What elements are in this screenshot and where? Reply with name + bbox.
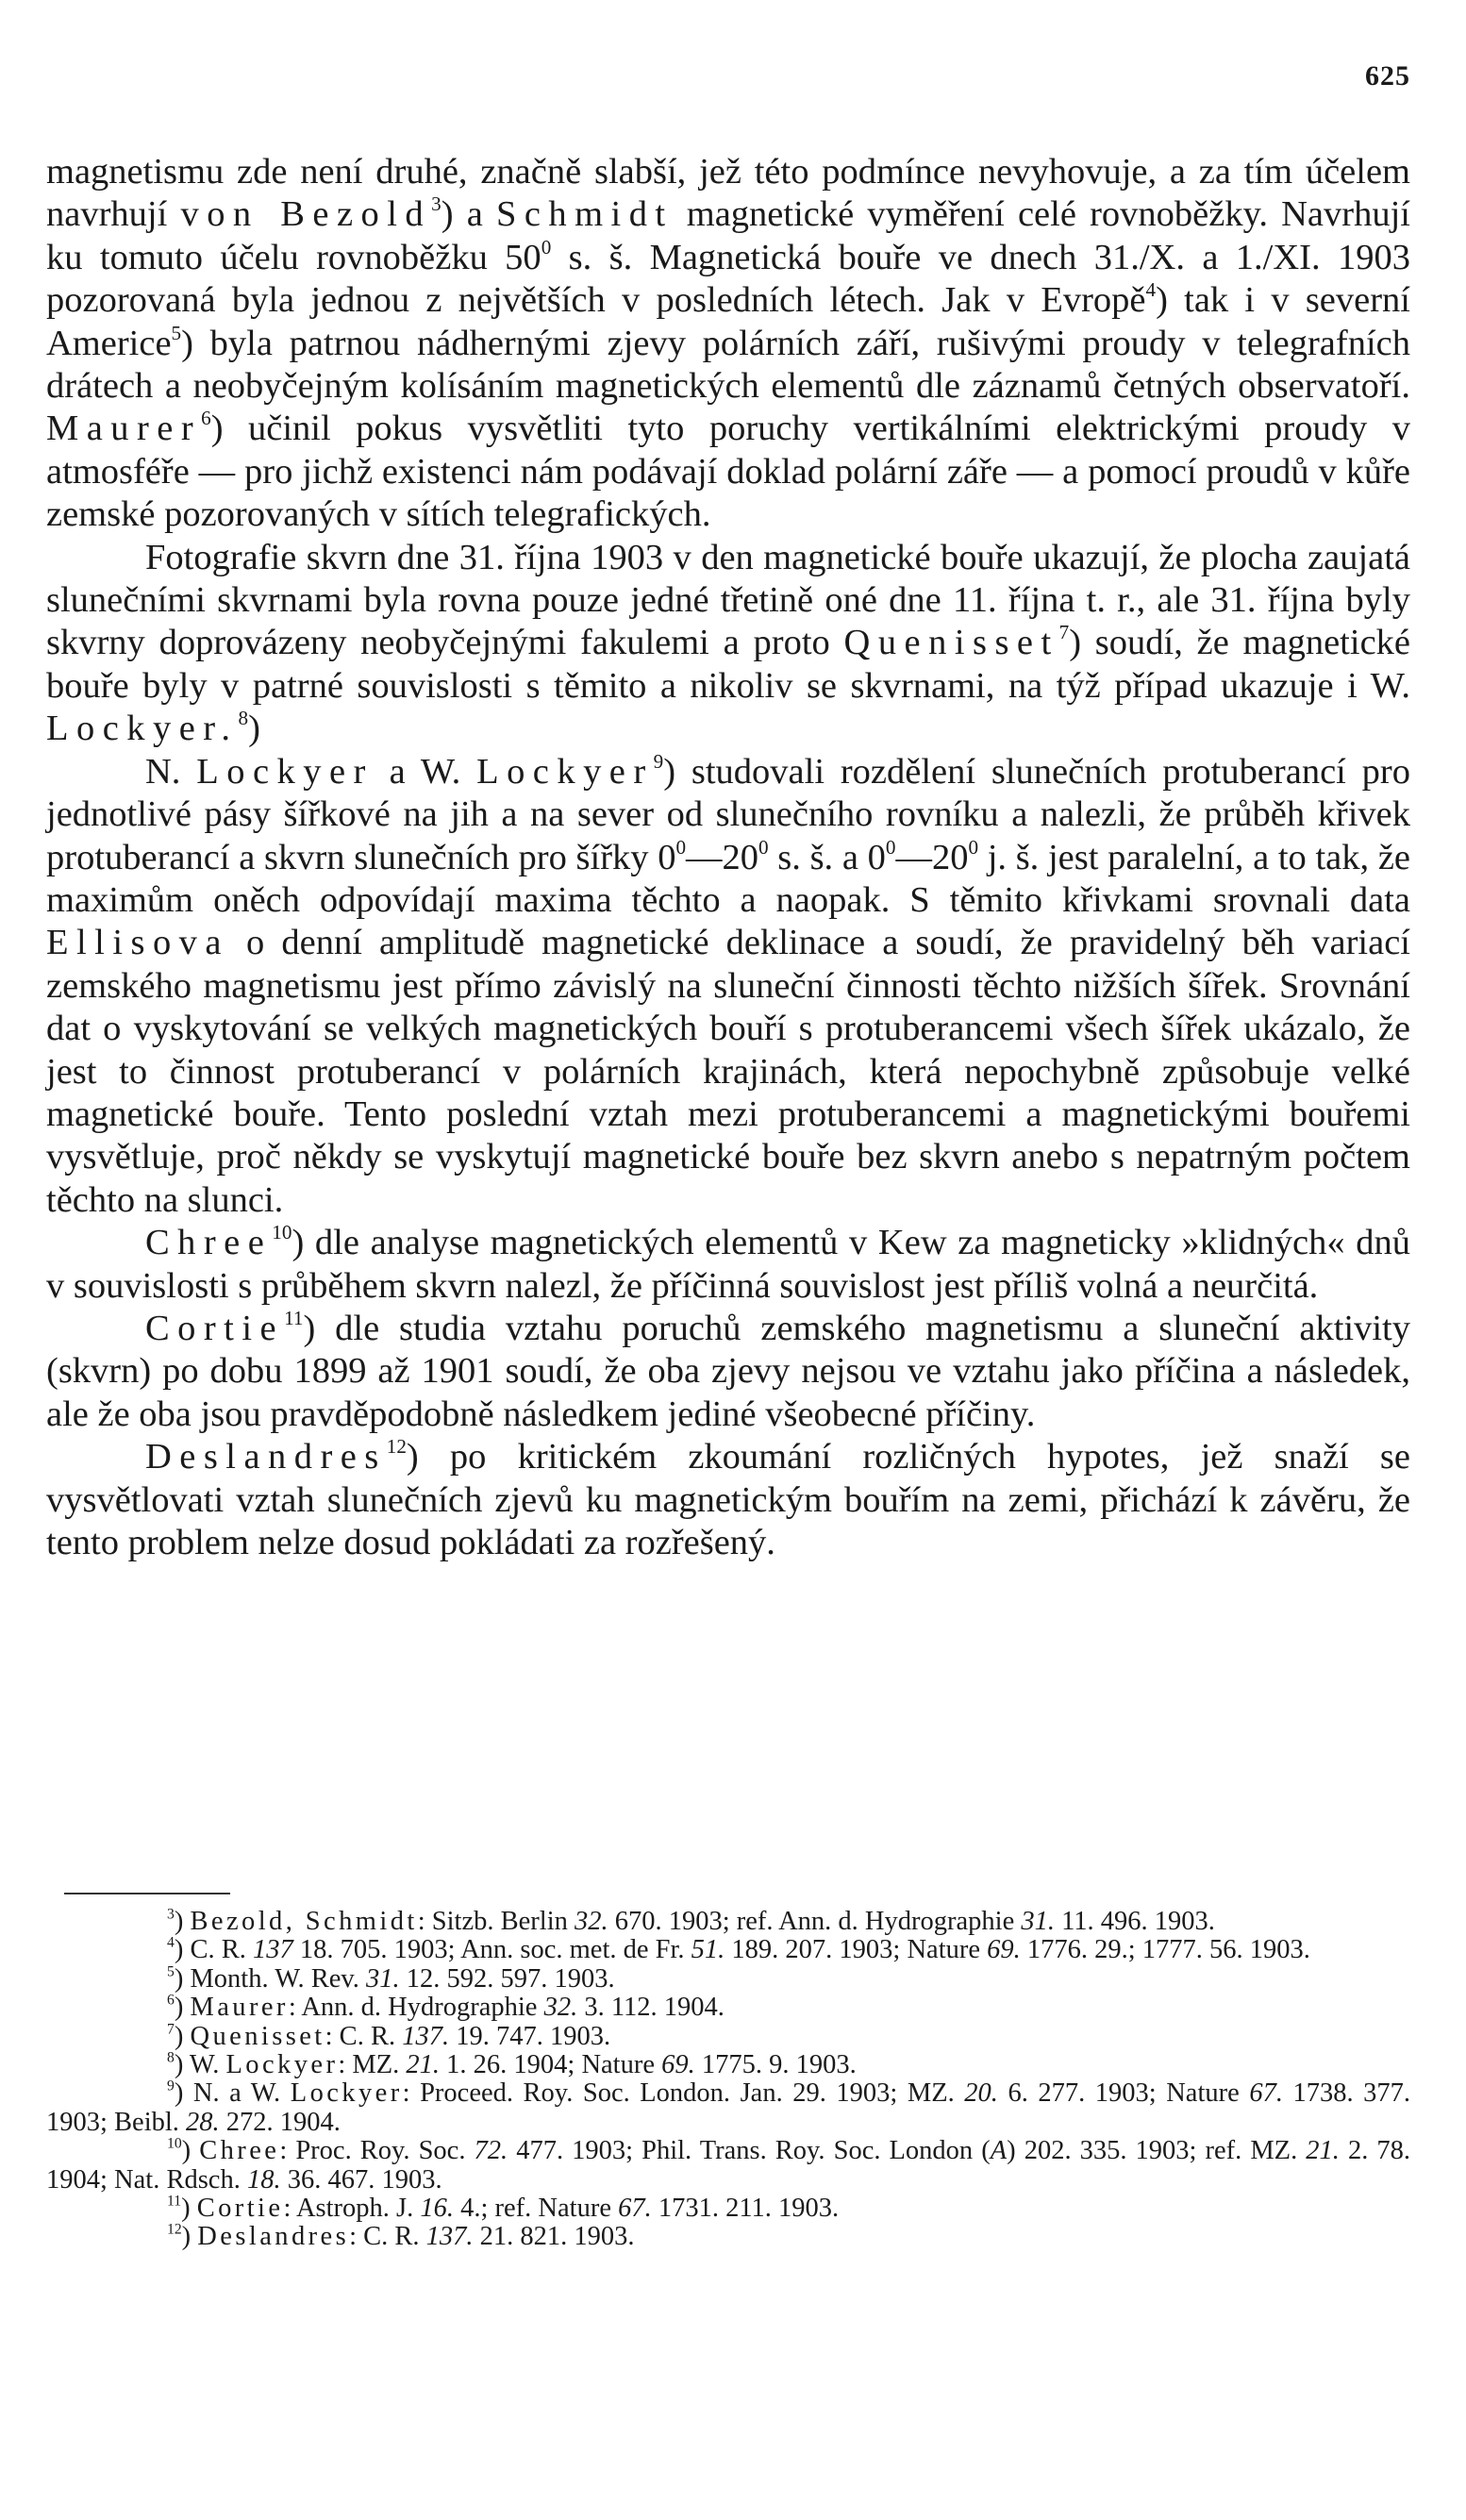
text-run: 4.; ref. Nature (454, 2194, 619, 2224)
footnote (46, 2223, 1410, 2251)
superscript: 5 (171, 321, 182, 344)
footnotes (46, 1908, 1410, 2252)
volume-number: 31. (1021, 1907, 1055, 1936)
body-text (46, 151, 1410, 1564)
text-run: ) Month. W. Rev. (174, 1963, 367, 1994)
footnote (46, 2195, 1410, 2223)
volume-number: 16. (420, 2194, 454, 2224)
text-run: 189. 207. 1903; Nature (725, 1935, 988, 1965)
superscript: 11 (167, 2193, 182, 2210)
superscript: 10 (167, 2135, 182, 2152)
text-run: ) dle analyse magnetických elementů v Kew za magneticky »klidných« dnů v souvislosti s průběhem skvrn nalezl, že příčinná souvislost jest příliš volná a neurčitá. (46, 1223, 1410, 1306)
text-run: : MZ. (338, 2050, 407, 2080)
text-run: 6. 277. 1903; Nature (997, 2078, 1250, 2109)
paragraph (46, 1222, 1410, 1308)
text-run: ) dle studia vztahu poruchů zemského magnetismu a sluneční aktivity (skvrn) po dobu 1899 až 1901 soudí, že oba zjevy nejsou ve vztahu jako příčina a následek, ale že oba jsou pravděpodobně následkem jediné všeobecné příčiny. (46, 1308, 1410, 1434)
superscript: 9 (653, 749, 664, 773)
text-run: ) (181, 2136, 200, 2166)
spaced-name: von Bezold (180, 194, 432, 235)
spaced-name: Quenisset (843, 623, 1059, 663)
text-run: ) 202. 335. 1903; ref. MZ. (1007, 2136, 1307, 2166)
volume-number: 67. (1249, 2078, 1283, 2109)
text-run: ) W. (174, 2050, 226, 2080)
text-run: ) C. R. (174, 1935, 253, 1965)
spaced-name: Chree (145, 1223, 273, 1263)
text-run: ) studovali rozdělení slunečních protuberancí pro jednotlivé pásy šířkové na jih a na sever od slunečního rovníku a nalezli, že průběh křivek protuberancí a skvrn slunečních pro šířky 0 (46, 751, 1410, 877)
text-run: ) (181, 2194, 197, 2224)
spaced-name: Lockyer (196, 751, 374, 792)
spaced-name: Cortie (145, 1308, 285, 1348)
text-run: ) (248, 709, 260, 749)
text-run: ) (174, 1993, 191, 2023)
text-run: 1775. 9. 1903. (694, 2050, 857, 2080)
text-run: 18. 705. 1903; Ann. soc. met. de Fr. (292, 1935, 691, 1965)
text-run: 3. 112. 1904. (577, 1993, 725, 2023)
text-run: ) po kritickém zkoumání rozličných hypotes, jež snaží se vysvětlovati vztah slunečních zjevů ku magnetickým bouřím na zemi, přichází k závěru, že tento problem nelze dosud pokládati za rozřešený. (46, 1437, 1410, 1562)
superscript: 6 (167, 1992, 175, 2009)
spaced-name: Maurer (46, 409, 202, 449)
text-run: s. š. Magnetická bouře ve dnech 31./X. a 1./XI. 1903 pozorovaná byla jednou z největších v posledních létech. Jak v Evropě (46, 237, 1410, 321)
superscript: 12 (167, 2221, 182, 2238)
superscript: 9 (167, 2078, 175, 2094)
text-run: ) a (441, 194, 496, 235)
spaced-name: Lockyer. (46, 709, 239, 749)
footnote (46, 2079, 1410, 2137)
volume-number: 137 (252, 1935, 293, 1965)
superscript: 3 (167, 1906, 175, 1923)
text-run: 21. 821. 1903. (473, 2222, 635, 2252)
superscript: 4 (1145, 278, 1157, 302)
superscript: 0 (675, 835, 687, 859)
text-run: ) učinil pokus vysvětliti tyto poruchy vertikálními elektrickými proudy v atmosféře — pro jichž existenci nám podávají doklad polární záře — a pomocí proudů v kůře zemské pozorovaných v sítích telegrafických. (46, 409, 1410, 535)
text-run: 670. 1903; ref. Ann. d. Hydrographie (608, 1907, 1022, 1936)
text-run: ) (174, 1907, 191, 1936)
footnote (46, 1994, 1410, 2022)
volume-number: 32. (543, 1993, 578, 2023)
superscript: 0 (885, 835, 896, 859)
superscript: 0 (968, 835, 979, 859)
paragraph (46, 1308, 1410, 1436)
paragraph (46, 751, 1410, 1222)
text-run: 2. 78. 1904; Nat. Rdsch. (46, 2136, 1410, 2195)
text-run: : Proceed. Roy. Soc. London. Jan. 29. 1903; MZ. (402, 2078, 965, 2109)
text-run: magnetismu zde není druhé, značně slabší, jež této podmínce nevyhovuje, a za tím účelem navrhují (46, 152, 1410, 235)
volume-number: 28. (186, 2107, 220, 2137)
footnote (46, 1908, 1410, 1936)
volume-number: 69. (987, 1935, 1021, 1965)
footnote-author: Quenisset (190, 2021, 325, 2051)
footnote-author: Deslandres (197, 2222, 350, 2252)
text-run: 19. 747. 1903. (449, 2021, 611, 2051)
footnote (46, 1936, 1410, 1964)
volume-number: 67. (618, 2194, 652, 2224)
text-run: 1. 26. 1904; Nature (440, 2050, 662, 2080)
spaced-name: Lockyer (476, 751, 654, 792)
volume-number: 20. (964, 2078, 998, 2109)
page-number: 625 (1365, 60, 1410, 92)
paragraph (46, 151, 1410, 537)
superscript: 12 (386, 1435, 407, 1459)
text-run: ) (174, 2021, 191, 2051)
text-run: : Astroph. J. (283, 2194, 421, 2224)
superscript: 8 (238, 707, 249, 730)
text-run: 272. 1904. (219, 2107, 341, 2137)
spaced-name: Deslandres (145, 1437, 387, 1477)
superscript: 6 (201, 407, 211, 430)
superscript: 8 (167, 2049, 175, 2066)
volume-number: A (990, 2136, 1008, 2166)
footnote-author: Cortie (196, 2194, 284, 2224)
footnote-divider (64, 1893, 230, 1894)
text-run: a W. (373, 751, 477, 792)
superscript: 3 (431, 192, 441, 216)
superscript: 5 (167, 1963, 175, 1980)
footnote-author: Bezold, Schmidt (190, 1907, 418, 1936)
paragraph (46, 537, 1410, 751)
text-run: j. š. jest paralelní, a to tak, že maximům oněch odpovídají maxima těchto a naopak. S těmito křivkami srovnali data (46, 837, 1410, 920)
superscript: 11 (284, 1307, 304, 1330)
text-run: 1738. 377. 1903; Beibl. (46, 2078, 1411, 2137)
text-run: : C. R. (325, 2021, 403, 2051)
text-run: N. (145, 751, 197, 792)
footnote-author: Lockyer (225, 2050, 339, 2080)
superscript: 10 (272, 1221, 292, 1244)
spaced-name: Schmidt (495, 194, 674, 235)
text-run: —20 (686, 837, 759, 877)
footnote (46, 2020, 1410, 2051)
footnote-author: Maurer (190, 1993, 289, 2023)
footnote-author: Lockyer (290, 2078, 403, 2109)
volume-number: 31. (366, 1963, 400, 1994)
text-run: ) (181, 2222, 198, 2252)
text-run: ) tak i v severní Americe (46, 280, 1410, 363)
text-run: : Sitzb. Berlin (417, 1907, 575, 1936)
text-run: —20 (895, 837, 969, 877)
footnote (46, 2051, 1410, 2079)
text-run: magnetické vyměření celé rovnoběžky. Navrhují ku tomuto účelu rovnoběžku 50 (46, 194, 1410, 277)
spaced-name: Ellisova (46, 923, 229, 963)
volume-number: 72. (474, 2136, 508, 2166)
text-run: : C. R. (349, 2222, 426, 2252)
text-run: o denní amplitudě magnetické deklinace a soudí, že pravidelný běh variací zemského magnetismu jest přímo závislý na sluneční činnosti těchto nižších šířek. Srovnání dat o vyskytování se velkých magnetických bouří s protuberancemi všech šířek ukázalo, že jest to činnost protuberancí v polárních krajinách, která nepochybně způsobuje velké magnetické bouře. Tento poslední vztah mezi protuberancemi a magnetickými bouřemi vysvětluje, proč někdy se vyskytují magnetické bouře bez skvrn anebo s nepatrným počtem těchto na slunci. (46, 923, 1410, 1220)
footnote-author: Chree (199, 2136, 280, 2166)
text-run: : Proc. Roy. Soc. (279, 2136, 475, 2166)
text-run: s. š. a 0 (768, 837, 886, 877)
footnote (46, 2137, 1410, 2195)
paragraph (46, 1436, 1410, 1564)
text-run: 36. 467. 1903. (280, 2164, 442, 2195)
volume-number: 32. (575, 1907, 608, 1936)
text-run: 477. 1903; Phil. Trans. Roy. Soc. London ( (508, 2136, 991, 2166)
superscript: 0 (541, 235, 552, 259)
volume-number: 21. (1306, 2136, 1340, 2166)
superscript: 7 (1058, 621, 1070, 644)
text-run: 1776. 29.; 1777. 56. 1903. (1020, 1935, 1310, 1965)
text-run: 12. 592. 597. 1903. (399, 1963, 615, 1994)
volume-number: 18. (246, 2164, 281, 2195)
superscript: 0 (758, 835, 769, 859)
text-run: ) byla patrnou nádhernými zjevy polárních září, rušivými proudy v telegrafních drátech a neobyčejným kolísáním magnetických elementů dle záznamů četných observatoří. (46, 323, 1410, 407)
volume-number: 137. (402, 2021, 450, 2051)
text-run: 11. 496. 1903. (1054, 1907, 1215, 1936)
text-run: ) soudí, že magnetické bouře byly v patrné souvislosti s těmito a nikoliv se skvrnami, na týž případ ukazuje i W. (46, 623, 1410, 706)
text-run: : Ann. d. Hydrographie (288, 1993, 544, 2023)
superscript: 4 (167, 1934, 175, 1951)
volume-number: 137. (425, 2222, 474, 2252)
text-run: 1731. 211. 1903. (651, 2194, 840, 2224)
footnote (46, 1965, 1410, 1994)
volume-number: 69. (661, 2050, 695, 2080)
volume-number: 51. (691, 1935, 725, 1965)
text-run: Fotografie skvrn dne 31. října 1903 v den magnetické bouře ukazují, že plocha zaujatá slunečními skvrnami byla rovna pouze jedné třetině oné dne 11. října t. r., ale 31. října byly skvrny doprovázeny neobyčejnými fakulemi a proto (46, 537, 1410, 663)
volume-number: 21. (406, 2050, 441, 2080)
superscript: 7 (167, 2020, 175, 2037)
text-run: ) N. a W. (174, 2078, 291, 2109)
